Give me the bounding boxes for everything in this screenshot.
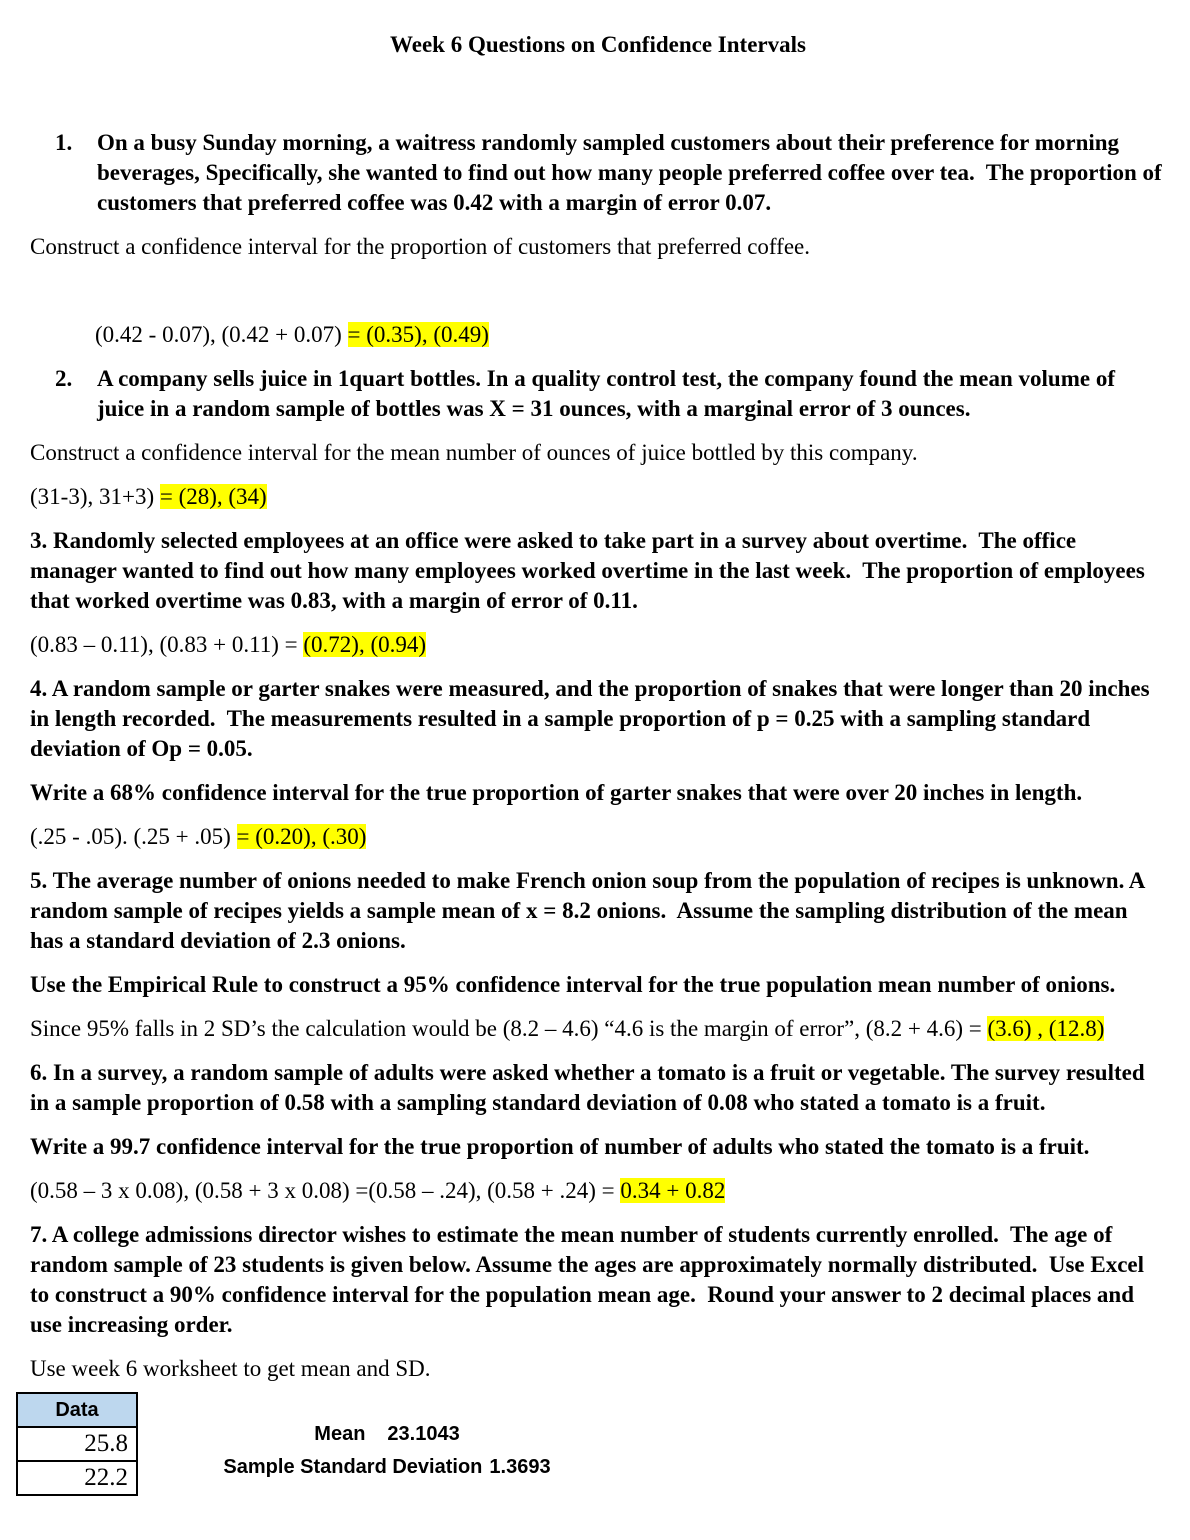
question-2 [55,364,1166,424]
question-4-text: 4. A random sample or garter snakes were measured, and the proportion of snakes that were longer than 20 inches in length recorded. The measurements resulted in a sample proportion of p = 0.25 with a sampling standard deviation of Op = 0.05. [30,676,1156,761]
question-5-text: 5. The average number of onions needed to make French onion soup from the population of recipes is unknown. A random sample of recipes yields a sample mean of x = 8.2 onions. Assume the sampling distribution of the mean has a standard deviation of 2.3 onions. [30,868,1150,953]
question-2-number: 2. [55,366,73,391]
question-2-text: A company sells juice in 1quart bottles. In a quality control test, the company found the mean volume of juice in a random sample of bottles was X = 31 ounces, with a marginal error of 3 ounces. [97,366,1121,421]
data-table [16,1392,138,1496]
question-1-answer-highlight: = (0.35), (0.49) [347,322,489,347]
question-6-text: 6. In a survey, a random sample of adults were asked whether a tomato is a fruit or vegetable. The survey resulted in a sample proportion of 0.58 with a sampling standard deviation of 0.08 who stated a tomato is a fruit. [30,1060,1151,1115]
data-table-header-row [17,1393,137,1427]
page-title: Week 6 Questions on Confidence Intervals [390,32,806,57]
question-5-answer [30,1014,1166,1044]
question-3-text: 3. Randomly selected employees at an office were asked to take part in a survey about overtime. The office manager wanted to find out how many employees worked overtime in the last week. The proportion of employees that worked overtime was 0.83, with a margin of error of 0.11. [30,528,1151,613]
question-4-answer-work: (.25 - .05). (.25 + .05) [30,824,237,849]
question-2-prompt: Construct a confidence interval for the mean number of ounces of juice bottled by this company. [30,440,918,465]
question-3-answer-highlight: (0.72), (0.94) [303,632,427,657]
data-value-1: 25.8 [17,1427,137,1461]
table-row [17,1427,137,1461]
question-4-answer-highlight: = (0.20), (.30) [236,824,367,849]
question-1-prompt: Construct a confidence interval for the proportion of customers that preferred coffee. [30,234,810,259]
question-4-answer [30,822,1166,852]
summary-stats [152,1418,622,1496]
question-5-answer-work: Since 95% falls in 2 SD’s the calculation would be (8.2 – 4.6) “4.6 is the margin of error”, (8.2 + 4.6) = [30,1016,988,1041]
data-table-header: Data [17,1393,137,1427]
mean-stat [152,1418,622,1451]
question-1-answer [95,320,1166,350]
data-value-2: 22.2 [17,1461,137,1495]
question-5-prompt: Use the Empirical Rule to construct a 95% confidence interval for the true population mean number of onions. [30,972,1116,997]
mean-label: Mean [314,1423,366,1445]
sd-value: 1.3693 [489,1456,551,1478]
question-6-prompt: Write a 99.7 confidence interval for the true proportion of number of adults who stated the tomato is a fruit. [30,1134,1090,1159]
sd-label: Sample Standard Deviation [223,1456,483,1478]
question-1-answer-work: (0.42 - 0.07), (0.42 + 0.07) [95,322,348,347]
question-4-prompt: Write a 68% confidence interval for the true proportion of garter snakes that were over 20 inches in length. [30,780,1083,805]
question-2-answer [30,482,1166,512]
question-7-text: 7. A college admissions director wishes to estimate the mean number of students currently enrolled. The age of random sample of 23 students is given below. Assume the ages are approximately normally distributed. Use Excel to construct a 90% confidence interval for the population mean age. Round your answer to 2 decimal places and use increasing order. [30,1222,1150,1337]
question-3-answer-work: (0.83 – 0.11), (0.83 + 0.11) = [30,632,304,657]
question-2-answer-work: (31-3), 31+3) [30,484,160,509]
question-7-note: Use week 6 worksheet to get mean and SD. [30,1356,431,1381]
question-6-answer-highlight: 0.34 + 0.82 [620,1178,726,1203]
table-row [17,1461,137,1495]
question-1-text: On a busy Sunday morning, a waitress randomly sampled customers about their preference for morning beverages, Specifically, she wanted to find out how many people preferred coffee over tea. The proportion of customers that preferred coffee was 0.42 with a margin of error 0.07. [97,130,1168,215]
question-6-answer-work: (0.58 – 3 x 0.08), (0.58 + 3 x 0.08) =(0.58 – .24), (0.58 + .24) = [30,1178,621,1203]
question-5-answer-highlight: (3.6) , (12.8) [987,1016,1105,1041]
data-section [16,1392,1166,1496]
question-2-answer-highlight: = (28), (34) [159,484,267,509]
question-6-answer [30,1176,1166,1206]
question-1-number: 1. [55,130,73,155]
question-1 [55,128,1166,218]
question-3-answer [30,630,1166,660]
mean-value: 23.1043 [387,1423,460,1445]
sd-stat [152,1451,622,1484]
